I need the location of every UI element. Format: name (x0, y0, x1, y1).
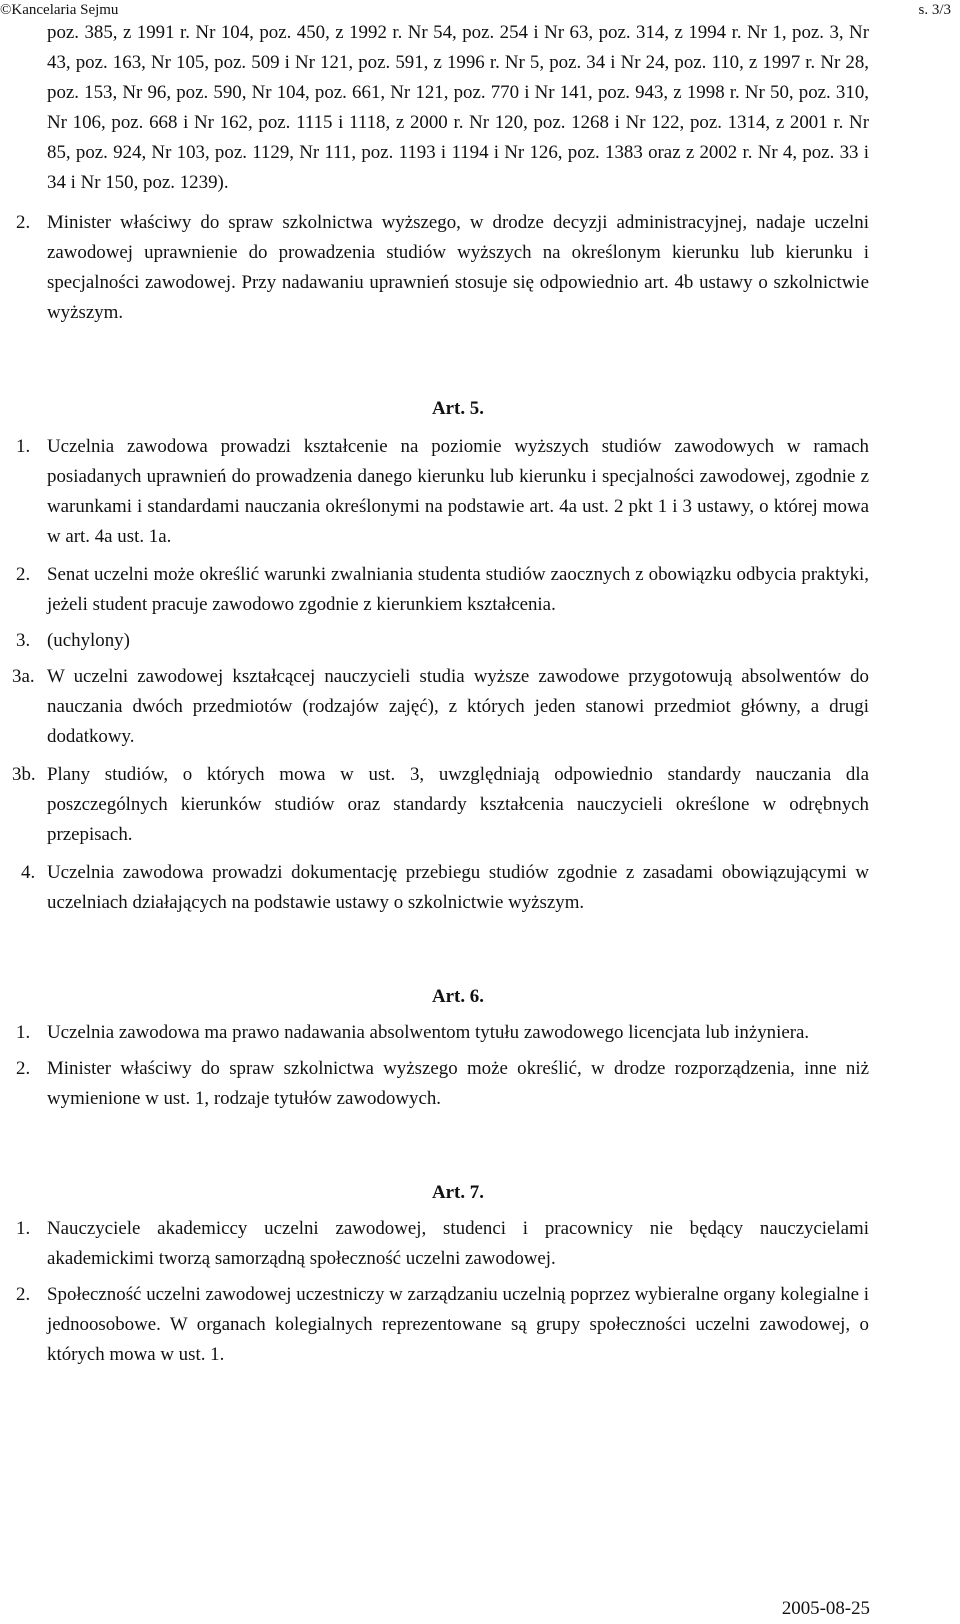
paragraph-label: 3a. (12, 666, 35, 687)
art5-paragraph-3 (16, 626, 869, 656)
intro-paragraph: poz. 385, z 1991 r. Nr 104, poz. 450, z 1992 r. Nr 54, poz. 254 i Nr 63, poz. 314, z 1994 r. Nr 1, poz. 3, Nr 43, poz. 163, Nr 105, poz. 509 i Nr 121, poz. 591, z 1996 r. Nr 5, poz. 34 i Nr 24, poz. 110, z 1997 r. Nr 28, poz. 153, Nr 96, poz. 590, Nr 104, poz. 661, Nr 121, poz. 770 i Nr 141, poz. 943, z 1998 r. Nr 50, poz. 310, Nr 106, poz. 668 i Nr 162, poz. 1115 i 1118, z 2000 r. Nr 120, poz. 1268 i Nr 122, poz. 1314, z 2001 r. Nr 85, poz. 924, Nr 103, poz. 1129, Nr 111, poz. 1193 i 1194 i Nr 126, poz. 1383 oraz z 2002 r. Nr 4, poz. 33 i 34 i Nr 150, poz. 1239). (47, 22, 869, 193)
art6-paragraph-2 (16, 1054, 869, 1114)
paragraph-text: Społeczność uczelni zawodowej uczestniczy w zarządzaniu uczelnią poprzez wybieralne organy kolegialne i jednoosobowe. W organach kolegialnych reprezentowane są grupy społeczności uczelni zawodowej, o których mowa w ust. 1. (47, 1284, 869, 1365)
paragraph-label: 2. (16, 564, 31, 585)
paragraph-text: Senat uczelni może określić warunki zwalniania studenta studiów zaocznych z obowiązku odbycia praktyki, jeżeli student pracuje zawodowo zgodnie z kierunkiem kształcenia. (47, 564, 869, 615)
article-5-title: Art. 5. (432, 398, 484, 419)
paragraph-label: 3. (16, 630, 31, 651)
art5-paragraph-1 (16, 432, 869, 552)
paragraph-text: (uchylony) (47, 630, 130, 651)
art6-paragraph-1 (16, 1018, 869, 1048)
page-number: s. 3/3 (918, 2, 951, 18)
paragraph-text: Plany studiów, o których mowa w ust. 3, uwzględniają odpowiednio standardy nauczania dla poszczególnych kierunków studiów oraz standardy kształcenia nauczycieli określone w odrębnych przepisach. (47, 764, 869, 845)
art4-paragraph-2 (16, 208, 869, 328)
art5-paragraph-3a (12, 662, 869, 752)
art7-paragraph-2 (16, 1280, 869, 1370)
paragraph-label: 2. (16, 1284, 31, 1305)
paragraph-label: 3b. (12, 764, 36, 785)
paragraph-label: 1. (16, 436, 31, 457)
document-body (0, 18, 960, 1370)
paragraph-label: 1. (16, 1218, 31, 1239)
paragraph-text: Minister właściwy do spraw szkolnictwa wyższego, w drodze decyzji administracyjnej, nadaje uczelni zawodowej uprawnienie do prowadzenia studiów wyższych na określonym kierunku lub kierunku i specjalności zawodowej. Przy nadawaniu uprawnień stosuje się odpowiednio art. 4b ustawy o szkolnictwie wyższym. (47, 212, 869, 323)
paragraph-label: 2. (16, 212, 31, 233)
paragraph-label: 1. (16, 1022, 31, 1043)
article-6-title: Art. 6. (432, 986, 484, 1007)
art7-paragraph-1 (16, 1214, 869, 1274)
header-source: ©Kancelaria Sejmu (0, 2, 119, 18)
paragraph-text: Minister właściwy do spraw szkolnictwa wyższego może określić, w drodze rozporządzenia, inne niż wymienione w ust. 1, rodzaje tytułów zawodowych. (47, 1058, 869, 1109)
art5-paragraph-2 (16, 560, 869, 620)
paragraph-text: Uczelnia zawodowa prowadzi dokumentację przebiegu studiów zgodnie z zasadami obowiązującymi w uczelniach działających na podstawie ustawy o szkolnictwie wyższym. (47, 862, 869, 913)
paragraph-text: W uczelni zawodowej kształcącej nauczycieli studia wyższe zawodowe przygotowują absolwentów do nauczania dwóch przedmiotów (rodzajów zajęć), z których jeden stanowi przedmiot główny, a drugi dodatkowy. (47, 666, 869, 747)
art5-paragraph-3b (12, 760, 869, 850)
paragraph-label: 4. (21, 862, 36, 883)
document-date: 2005-08-25 (781, 1598, 870, 1619)
art5-paragraph-4 (21, 858, 869, 918)
paragraph-label: 2. (16, 1058, 31, 1079)
paragraph-text: Uczelnia zawodowa ma prawo nadawania absolwentom tytułu zawodowego licencjata lub inżyniera. (47, 1022, 810, 1043)
paragraph-text: Nauczyciele akademiccy uczelni zawodowej, studenci i pracownicy nie będący nauczycielami akademickimi tworzą samorządną społeczność uczelni zawodowej. (47, 1218, 869, 1269)
article-7-title: Art. 7. (432, 1182, 484, 1203)
paragraph-text: Uczelnia zawodowa prowadzi kształcenie na poziomie wyższych studiów zawodowych w ramach posiadanych uprawnień do prowadzenia danego kierunku lub kierunku i specjalności zawodowej, zgodnie z warunkami i standardami nauczania określonymi na podstawie art. 4a ust. 2 pkt 1 i 3 ustawy, o której mowa w art. 4a ust. 1a. (47, 436, 869, 547)
